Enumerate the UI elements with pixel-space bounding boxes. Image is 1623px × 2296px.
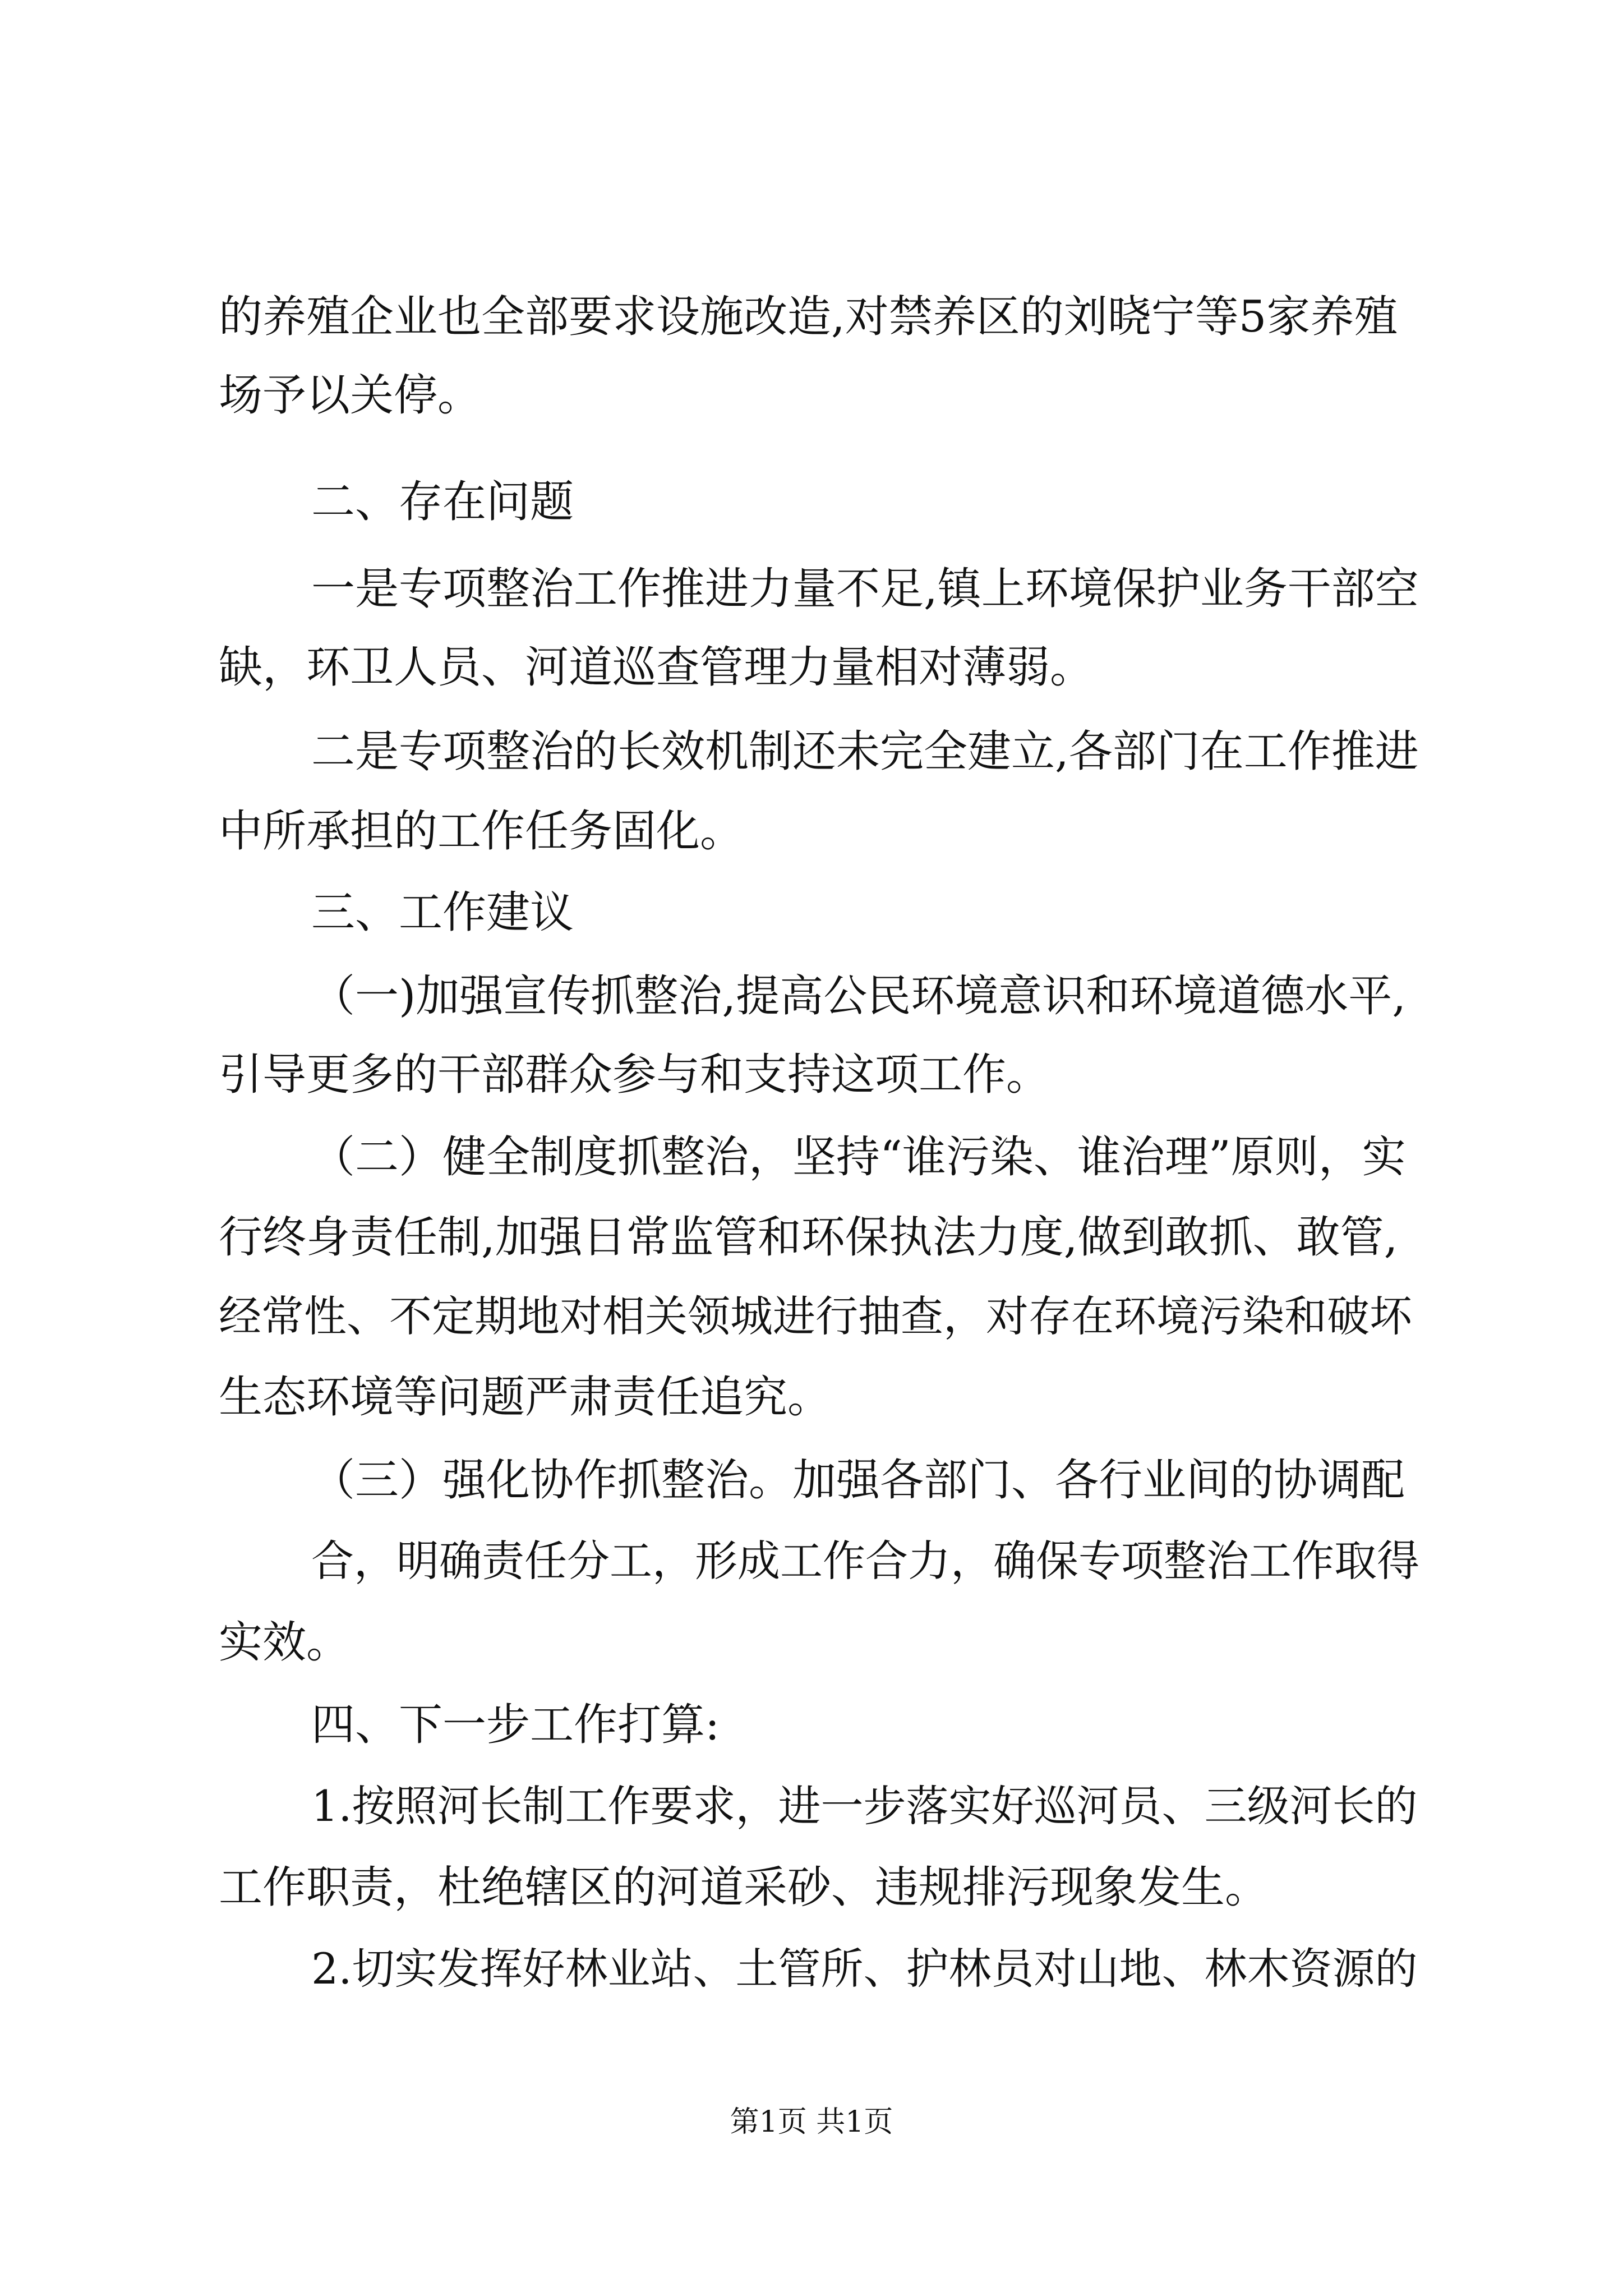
section-heading: 二、存在问题 [311, 477, 574, 527]
body-text-line: 场予以关停。 [219, 370, 482, 421]
body-text-line: 引导更多的干部群众参与和支持这项工作。 [219, 1050, 1050, 1100]
body-text-line: 生态环境等问题严肃责任追究。 [219, 1372, 832, 1423]
body-text-line: 实效。 [219, 1617, 351, 1668]
list-item-line: 2.切实发挥好林业站、土管所、护林员对山地、林木资源的 [311, 1944, 1418, 1994]
page-number-footer: 第1页 共1页 [730, 2105, 893, 2139]
body-text-line: 经常性、不定期地对相关领城进行抽查，对存在环境污染和破坏 [219, 1291, 1412, 1341]
section-heading: 四、下一步工作打算: [311, 1700, 720, 1750]
body-text-line: 行终身责任制,加强日常监管和环保执法力度,做到敢抓、敢管, [219, 1212, 1398, 1263]
body-text-line: 合，明确责任分工，形成工作合力，确保专项整治工作取得 [311, 1536, 1419, 1586]
body-text-line: （一)加强宣传抓整治,提高公民环境意识和环境道德水平, [311, 971, 1407, 1022]
body-text-line: 中所承担的工作任务固化。 [219, 806, 744, 857]
section-heading: 三、工作建议 [311, 887, 574, 938]
body-text-line: 二是专项整治的长效机制还未完全建立,各部门在工作推进 [311, 726, 1419, 777]
list-item-line: 1.按照河长制工作要求，进一步落实好巡河员、三级河长的 [311, 1781, 1418, 1831]
body-text-line: 一是专项整治工作推进力量不足,镇上环境保护业务干部空 [311, 564, 1419, 614]
body-text-line: （三）强化协作抓整治。加强各部门、各行业间的协调配 [311, 1455, 1405, 1506]
body-text-line: 缺，环卫人员、河道巡查管理力量相对薄弱。 [219, 642, 1094, 693]
body-text-line: 的养殖企业也全部要求设施改造,对禁养区的刘晓宁等5家养殖 [219, 292, 1398, 342]
body-text-line: （二）健全制度抓整治，坚持“谁污染、谁治理”原则，实 [311, 1132, 1406, 1182]
list-item-line: 工作职责，杜绝辖区的河道采砂、违规排污现象发生。 [219, 1862, 1269, 1913]
